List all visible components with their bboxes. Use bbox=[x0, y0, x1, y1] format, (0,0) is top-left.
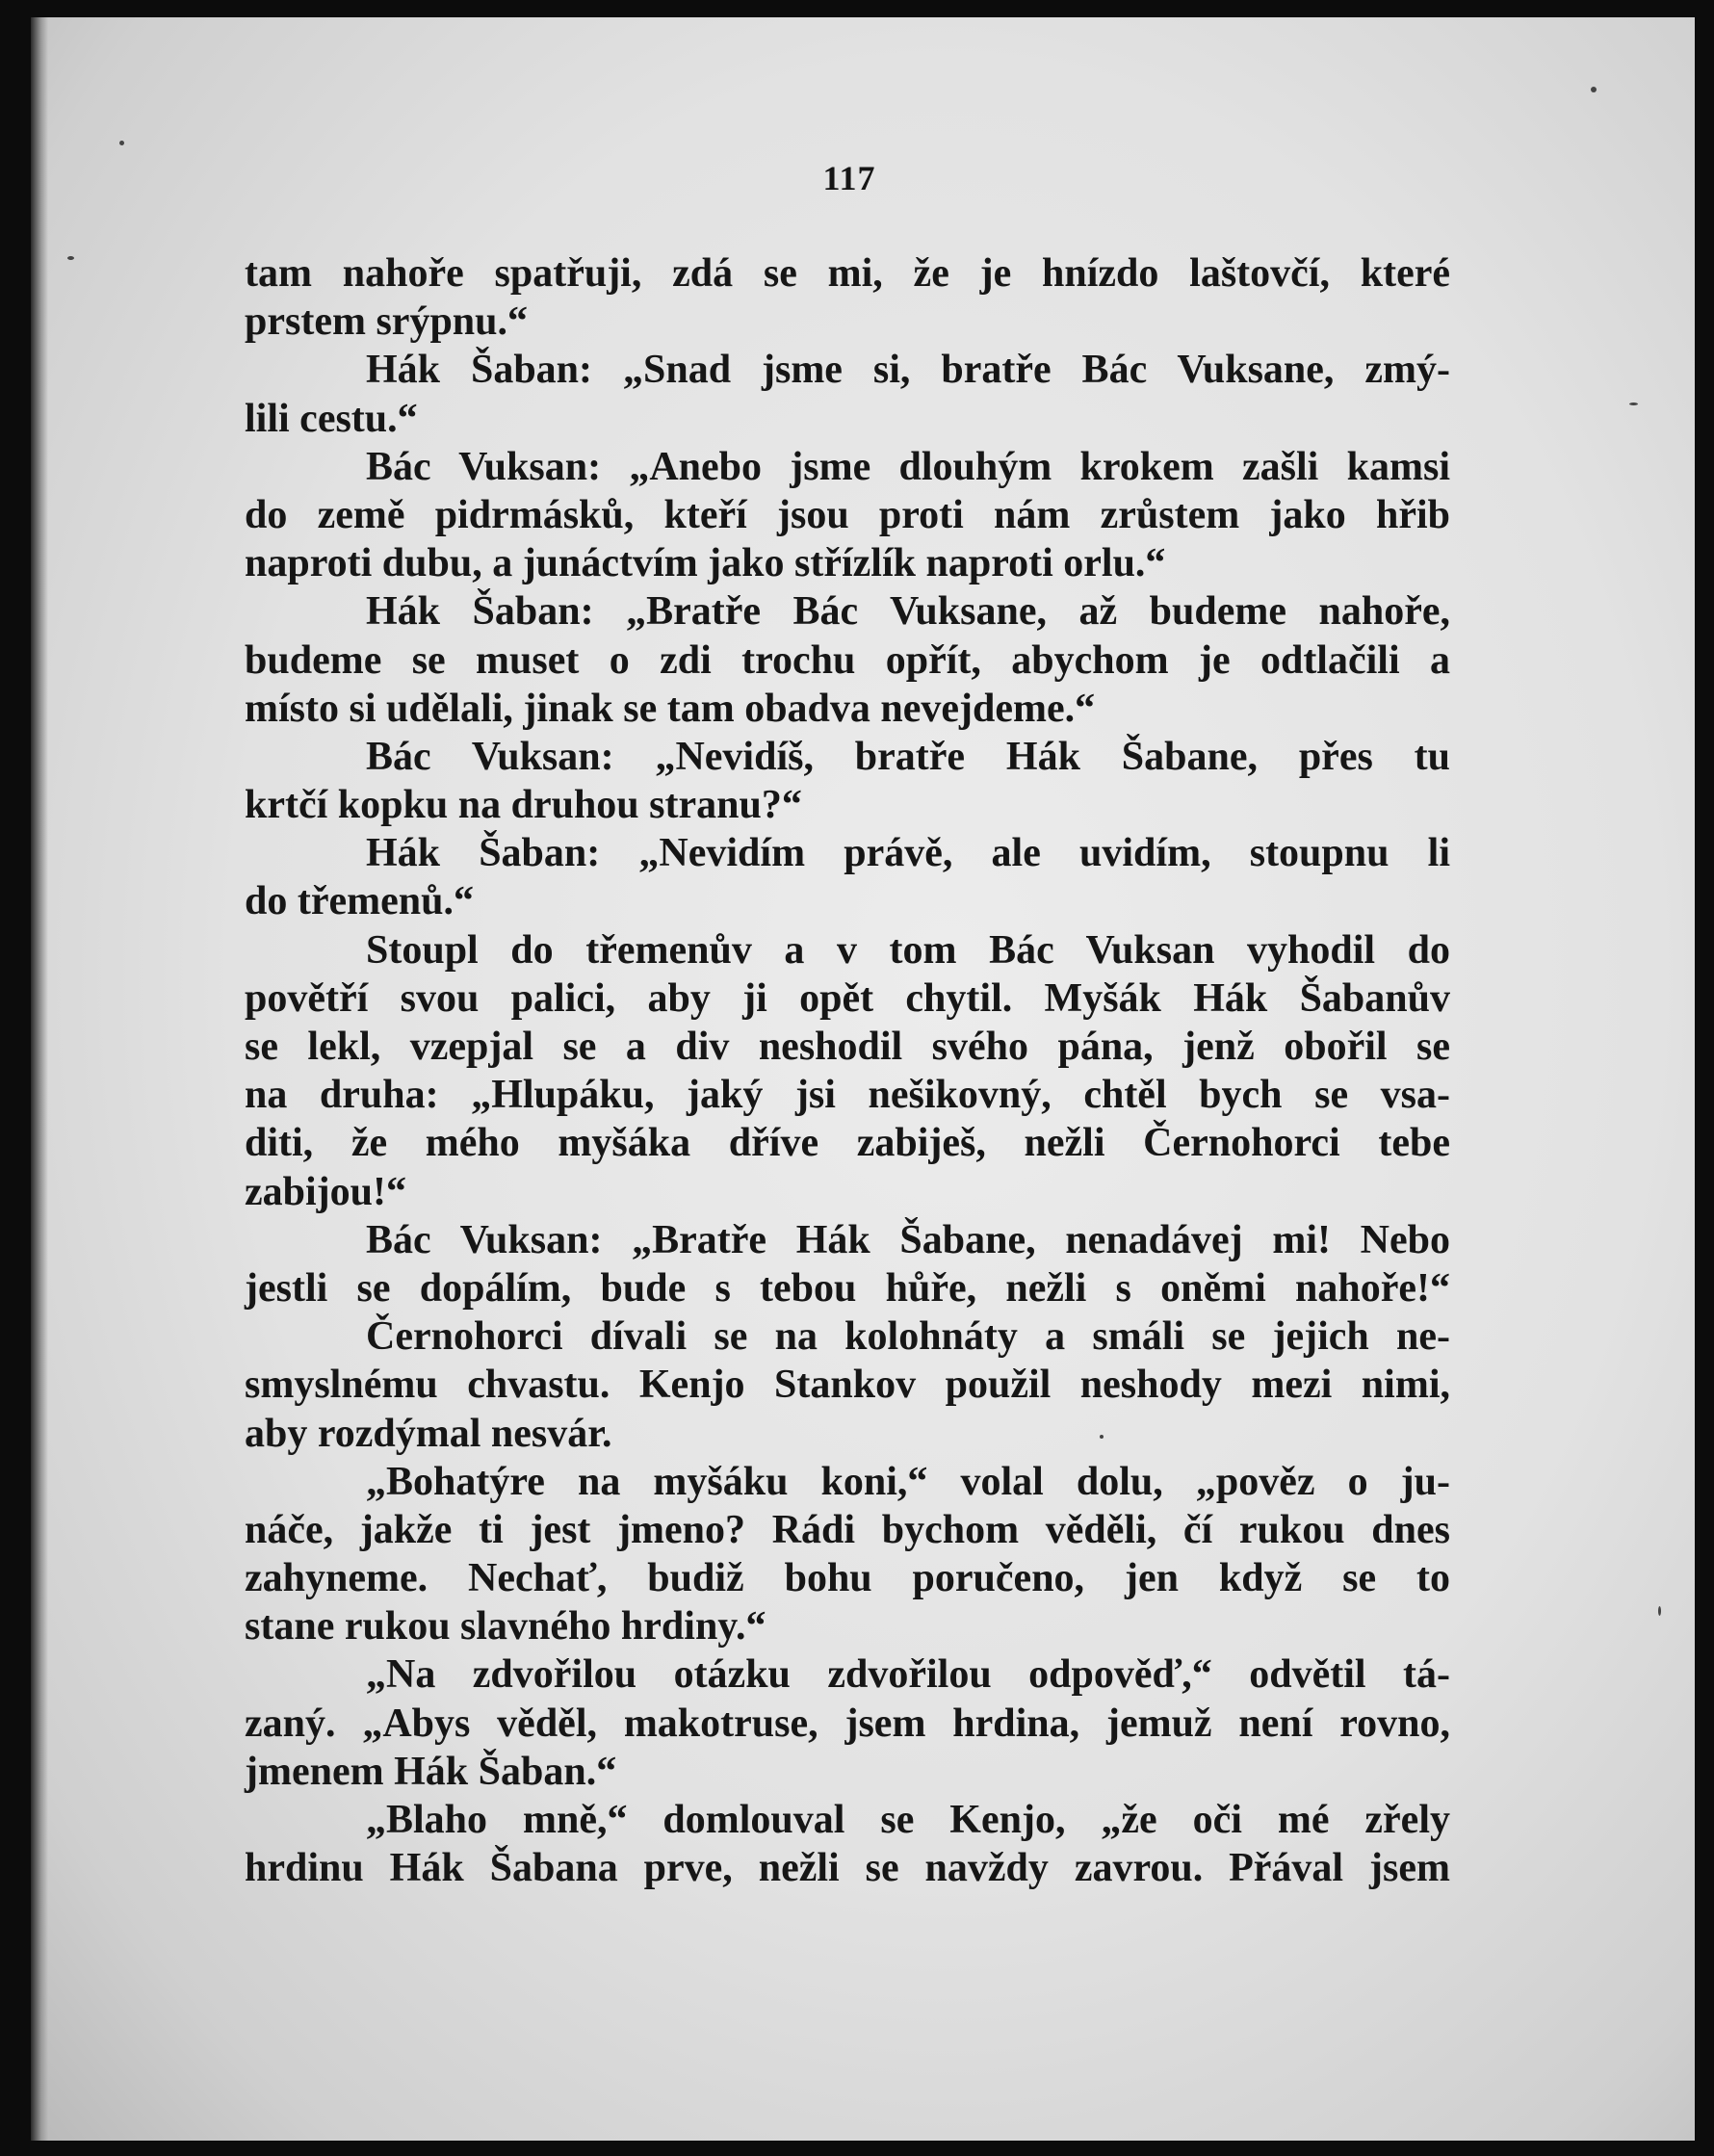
text-line: do třemenů.“ bbox=[245, 879, 474, 924]
text-line: krtčí kopku na druhou stranu?“ bbox=[245, 783, 802, 828]
text-line: Hák Šaban: „Snad jsme si, bratře Bác Vuksane, zmý- bbox=[366, 348, 1450, 393]
text-line: náče, jakže ti jest jmeno? Rádi bychom věděli, čí rukou dnes bbox=[245, 1507, 1450, 1552]
text-line: hrdinu Hák Šabana prve, nežli se navždy zavrou. Přával jsem bbox=[245, 1846, 1450, 1891]
page-edge-shadow bbox=[31, 17, 48, 2141]
text-line: zahyneme. Nechať, budiž bohu poručeno, jen když se to bbox=[245, 1556, 1450, 1601]
text-line: smyslnému chvastu. Kenjo Stankov použil neshody mezi nimi, bbox=[245, 1363, 1450, 1408]
text-line: prstem srýpnu.“ bbox=[245, 299, 529, 345]
text-line: jmenem Hák Šaban.“ bbox=[245, 1749, 617, 1794]
text-line: Černohorci dívali se na kolohnáty a smáli se jejich ne- bbox=[366, 1314, 1450, 1360]
text-line: lili cestu.“ bbox=[245, 396, 418, 441]
dust-speck bbox=[1629, 403, 1638, 405]
text-line: povětří svou palici, aby ji opět chytil. Myšák Hák Šabanův bbox=[245, 975, 1450, 1021]
dust-speck bbox=[119, 141, 124, 145]
page-number: 117 bbox=[822, 159, 876, 197]
text-line: do země pidrmásků, kteří jsou proti nám zrůstem jako hřib bbox=[245, 492, 1450, 537]
text-line: Stoupl do třemenův a v tom Bác Vuksan vyhodil do bbox=[366, 927, 1450, 973]
text-line: Hák Šaban: „Bratře Bác Vuksane, až budeme nahoře, bbox=[366, 589, 1450, 635]
text-line: „Na zdvořilou otázku zdvořilou odpověď,“ odvětil tá- bbox=[366, 1652, 1450, 1698]
text-line: místo si udělali, jinak se tam obadva nevejdeme.“ bbox=[245, 686, 1096, 731]
text-line: na druha: „Hlupáku, jaký jsi nešikovný, chtěl bych se vsa- bbox=[245, 1073, 1450, 1118]
dust-speck bbox=[1658, 1606, 1661, 1616]
text-line: zabijou!“ bbox=[245, 1169, 406, 1214]
text-line: „Blaho mně,“ domlouval se Kenjo, „že oči mé zřely bbox=[366, 1798, 1450, 1842]
dust-speck bbox=[1591, 87, 1597, 92]
text-line: se lekl, vzepjal se a div neshodil svého pána, jenž obořil se bbox=[245, 1025, 1450, 1069]
text-line: aby rozdýmal nesvár. bbox=[245, 1411, 612, 1456]
book-page bbox=[31, 17, 1695, 2141]
text-line: zaný. „Abys věděl, makotruse, jsem hrdina, jemuž není rovno, bbox=[245, 1701, 1450, 1746]
text-line: Bác Vuksan: „Nevidíš, bratře Hák Šabane, přes tu bbox=[366, 734, 1450, 779]
text-line: Bác Vuksan: „Bratře Hák Šabane, nenadávej mi! Nebo bbox=[366, 1217, 1450, 1262]
text-line: Bác Vuksan: „Anebo jsme dlouhým krokem zašli kamsi bbox=[366, 444, 1450, 489]
text-line: diti, že mého myšáka dříve zabiješ, nežli Černohorci tebe bbox=[245, 1121, 1450, 1166]
text-line: tam nahoře spatřuji, zdá se mi, že je hnízdo laštovčí, které bbox=[245, 251, 1450, 296]
dust-speck bbox=[67, 256, 74, 260]
text-line: stane rukou slavného hrdiny.“ bbox=[245, 1604, 766, 1649]
text-line: budeme se muset o zdi trochu opřít, abychom je odtlačili a bbox=[245, 637, 1450, 683]
text-line: naproti dubu, a junáctvím jako střízlík naproti orlu.“ bbox=[245, 541, 1166, 586]
text-line: jestli se dopálím, bude s tebou hůře, nežli s oněmi nahoře!“ bbox=[245, 1265, 1450, 1311]
body-text bbox=[245, 249, 1450, 1892]
text-line: Hák Šaban: „Nevidím právě, ale uvidím, stoupnu li bbox=[366, 831, 1450, 876]
text-line: „Bohatýre na myšáku koni,“ volal dolu, „pověz o ju- bbox=[366, 1459, 1450, 1504]
